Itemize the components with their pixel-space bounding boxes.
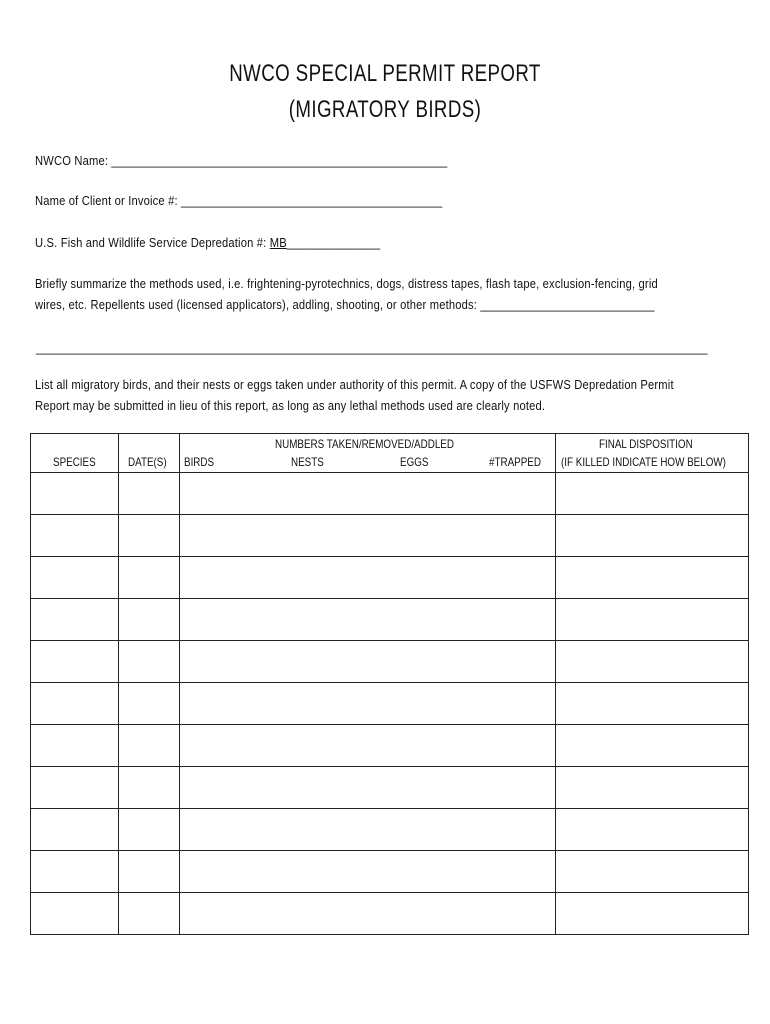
dates-cell[interactable]	[119, 725, 180, 767]
dates-cell[interactable]	[119, 809, 180, 851]
usfws-depredation-label: U.S. Fish and Wildlife Service Depredation #:	[35, 235, 267, 250]
table-row	[31, 599, 749, 641]
usfws-depredation-field[interactable]	[35, 235, 380, 250]
final-disposition-cell[interactable]	[556, 515, 749, 557]
numbers-cell[interactable]	[180, 641, 556, 683]
table-row	[31, 725, 749, 767]
header-species	[31, 434, 119, 473]
usfws-depredation-blank[interactable]: _______________	[286, 235, 381, 250]
dates-cell[interactable]	[119, 683, 180, 725]
species-cell[interactable]	[31, 473, 119, 515]
final-disposition-cell[interactable]	[556, 725, 749, 767]
table-row	[31, 767, 749, 809]
numbers-cell[interactable]	[180, 515, 556, 557]
nwco-name-label: NWCO Name:	[35, 153, 109, 168]
header-birds-label: BIRDS	[184, 455, 215, 469]
final-disposition-cell[interactable]	[556, 599, 749, 641]
header-final-disposition-label: FINAL DISPOSITION	[599, 437, 693, 451]
numbers-cell[interactable]	[180, 767, 556, 809]
numbers-cell[interactable]	[180, 473, 556, 515]
dates-cell[interactable]	[119, 893, 180, 935]
header-numbers	[180, 434, 556, 473]
final-disposition-cell[interactable]	[556, 767, 749, 809]
header-dates-label: DATE(S)	[128, 455, 167, 469]
title-line-1: NWCO SPECIAL PERMIT REPORT	[229, 60, 541, 87]
final-disposition-cell[interactable]	[556, 557, 749, 599]
table-row	[31, 515, 749, 557]
species-cell[interactable]	[31, 515, 119, 557]
header-numbers-group-label: NUMBERS TAKEN/REMOVED/ADDLED	[275, 437, 454, 451]
numbers-cell[interactable]	[180, 851, 556, 893]
table-row	[31, 683, 749, 725]
species-cell[interactable]	[31, 557, 119, 599]
methods-line-2-row[interactable]	[35, 297, 654, 312]
final-disposition-cell[interactable]	[556, 893, 749, 935]
client-invoice-blank[interactable]: __________________________________________	[181, 193, 443, 208]
dates-cell[interactable]	[119, 515, 180, 557]
species-cell[interactable]	[31, 851, 119, 893]
header-trapped-label: #TRAPPED	[489, 455, 541, 469]
table-row	[31, 809, 749, 851]
species-cell[interactable]	[31, 641, 119, 683]
methods-full-blank[interactable]: ____________________________________________________________________________________________________________	[36, 340, 708, 355]
numbers-cell[interactable]	[180, 809, 556, 851]
species-cell[interactable]	[31, 683, 119, 725]
dates-cell[interactable]	[119, 473, 180, 515]
table-row	[31, 851, 749, 893]
header-final-disposition-note: (IF KILLED INDICATE HOW BELOW)	[561, 455, 726, 469]
species-cell[interactable]	[31, 599, 119, 641]
dates-cell[interactable]	[119, 599, 180, 641]
final-disposition-cell[interactable]	[556, 809, 749, 851]
methods-blank[interactable]: ____________________________	[480, 297, 655, 312]
nwco-name-blank[interactable]: ______________________________________________________	[111, 153, 448, 168]
species-cell[interactable]	[31, 893, 119, 935]
table-row	[31, 473, 749, 515]
table-row	[31, 641, 749, 683]
table-header-row	[31, 434, 749, 473]
header-species-label: SPECIES	[53, 455, 96, 469]
numbers-cell[interactable]	[180, 557, 556, 599]
numbers-cell[interactable]	[180, 893, 556, 935]
methods-line-2: wires, etc. Repellents used (licensed applicators), addling, shooting, or other methods:	[35, 297, 478, 312]
final-disposition-cell[interactable]	[556, 473, 749, 515]
client-invoice-label: Name of Client or Invoice #:	[35, 193, 178, 208]
species-cell[interactable]	[31, 809, 119, 851]
species-cell[interactable]	[31, 767, 119, 809]
title-line-2: (MIGRATORY BIRDS)	[288, 96, 482, 123]
numbers-cell[interactable]	[180, 683, 556, 725]
species-cell[interactable]	[31, 725, 119, 767]
usfws-prefix: MB	[269, 235, 287, 250]
final-disposition-cell[interactable]	[556, 641, 749, 683]
table-row	[31, 557, 749, 599]
table-row	[31, 893, 749, 935]
numbers-cell[interactable]	[180, 599, 556, 641]
instructions-line-2: Report may be submitted in lieu of this report, as long as any lethal methods used are clearly noted.	[35, 398, 546, 413]
dates-cell[interactable]	[119, 557, 180, 599]
client-invoice-field[interactable]	[35, 193, 442, 208]
nwco-name-field[interactable]	[35, 153, 447, 168]
header-nests-label: NESTS	[291, 455, 324, 469]
instructions-line-1: List all migratory birds, and their nests or eggs taken under authority of this permit. A copy of the USFWS Depredation Permit	[35, 377, 674, 392]
birds-taken-table	[30, 433, 749, 935]
methods-line-1: Briefly summarize the methods used, i.e. frightening-pyrotechnics, dogs, distress tapes, flash tape, exclusion-fencing, grid	[35, 276, 658, 291]
final-disposition-cell[interactable]	[556, 851, 749, 893]
header-eggs-label: EGGS	[400, 455, 429, 469]
dates-cell[interactable]	[119, 641, 180, 683]
header-final-disposition	[556, 434, 749, 473]
dates-cell[interactable]	[119, 851, 180, 893]
final-disposition-cell[interactable]	[556, 683, 749, 725]
header-dates	[119, 434, 180, 473]
numbers-cell[interactable]	[180, 725, 556, 767]
dates-cell[interactable]	[119, 767, 180, 809]
